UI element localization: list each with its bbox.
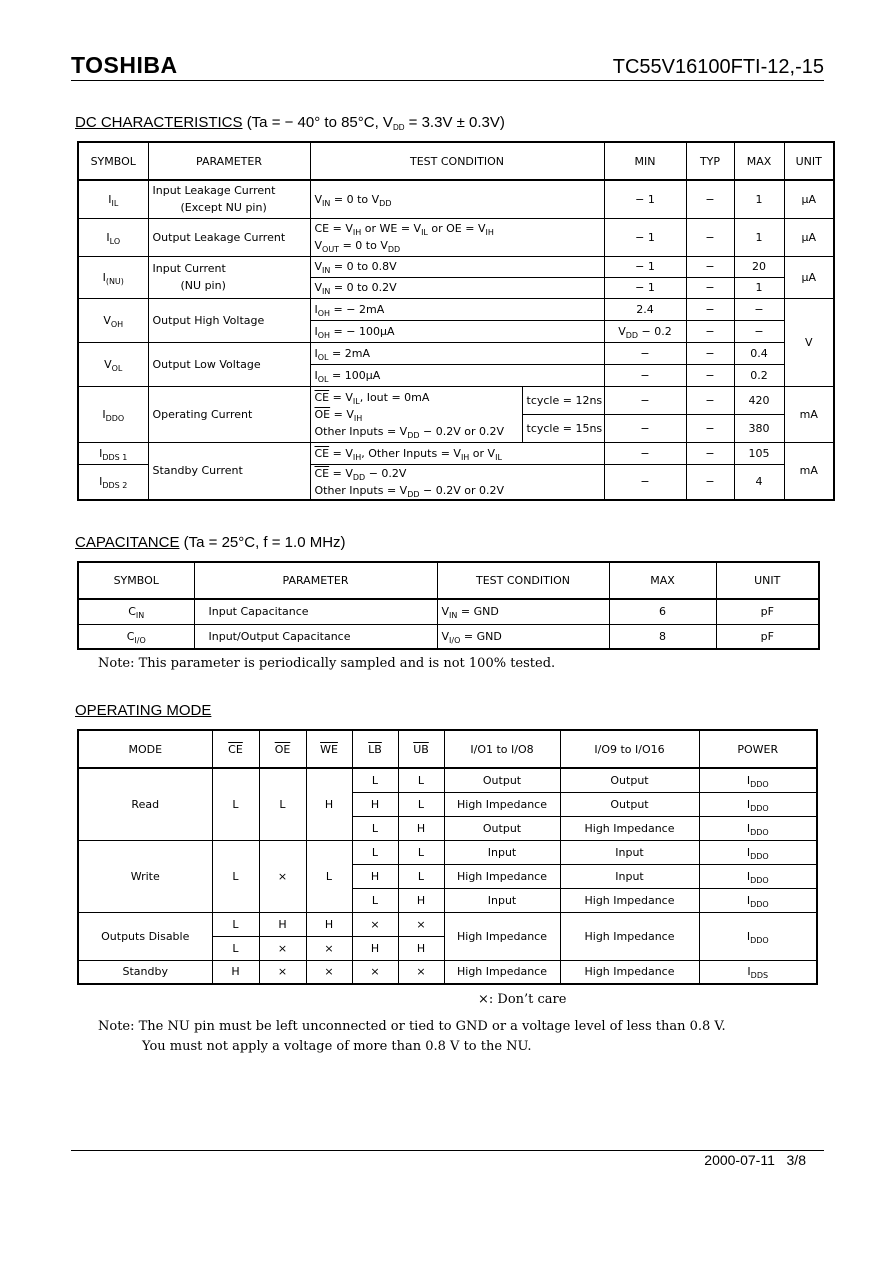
power-cell: $I_{DDO}$ [699, 864, 817, 888]
io1-cell: High Impedance [444, 864, 560, 888]
dc-col-min: MIN [604, 142, 686, 180]
dc-col-test-condition: TEST CONDITION [310, 142, 604, 180]
typ-cell: − [686, 277, 734, 298]
lb-cell: L [352, 888, 398, 912]
power-cell: $I_{DDO}$ [699, 888, 817, 912]
max-cell: 105 [734, 442, 784, 464]
io1-cell: Output [444, 816, 560, 840]
io1-cell: High Impedance [444, 960, 560, 984]
condition-cell: $\overline{CE} = V_{IL}$, Iout = 0mA $\overline{OE} = V_{IH}$ Other Inputs = $V_{DD} - 0.2V$ or 0.2V [310, 386, 522, 442]
mode-cell: Outputs Disable [78, 912, 212, 960]
ub-cell: L [398, 840, 444, 864]
dc-row-idds1 [78, 442, 834, 464]
mode-col-we: $\overline{WE}$ [306, 730, 352, 768]
power-cell: $I_{DDO}$ [699, 840, 817, 864]
ub-cell: H [398, 936, 444, 960]
oe-cell: H [259, 912, 306, 936]
mode-cell: Write [78, 840, 212, 912]
symbol-cell: $C_{IN}$ [78, 599, 194, 624]
typ-cell: − [686, 442, 734, 464]
footer-rule [71, 1150, 824, 1151]
we-cell: H [306, 768, 352, 840]
parameter-cell: Operating Current [148, 386, 310, 442]
nu-note-line2: You must not apply a voltage of more than 0.8 V to the NU. [142, 1039, 532, 1054]
table-row [78, 840, 817, 864]
condition-cell: CE = $V_{IH}$ or WE = $V_{IL}$ or OE = $V_{IH}$ $V_{OUT} = 0$ to $V_{DD}$ [310, 218, 604, 256]
condition-cell: $I_{OL} = 2mA$ [310, 342, 604, 364]
unit-cell: mA [784, 386, 834, 442]
cap-title [75, 534, 346, 551]
typ-cell: − [686, 320, 734, 342]
condition-cell: $\overline{CE} = V_{IH}$, Other Inputs = $V_{IH}$ or $V_{IL}$ [310, 442, 604, 464]
max-cell: 4 [734, 464, 784, 500]
mode-cell: Read [78, 768, 212, 840]
dc-row-ilo [78, 218, 834, 256]
mode-col-mode: MODE [78, 730, 212, 768]
dc-title-cond-sub: DD [392, 123, 405, 132]
max-cell: 0.2 [734, 364, 784, 386]
max-cell: 6 [609, 599, 716, 624]
ce-cell: L [212, 840, 259, 912]
typ-cell: − [686, 464, 734, 500]
dc-col-unit: UNIT [784, 142, 834, 180]
typ-cell: − [686, 298, 734, 320]
parameter-cell: Output Low Voltage [148, 342, 310, 386]
unit-cell: μA [784, 218, 834, 256]
lb-cell: H [352, 864, 398, 888]
dc-title-cond-b: = 3.3V ± 0.3V) [404, 114, 505, 131]
oe-cell: L [259, 768, 306, 840]
io9-cell: Input [560, 864, 699, 888]
unit-cell: μA [784, 180, 834, 218]
min-cell: − 1 [604, 256, 686, 277]
ub-cell: × [398, 960, 444, 984]
mode-header-row [78, 730, 817, 768]
cap-col-unit: UNIT [716, 562, 819, 599]
condition-cell: $I_{OL} = 100\mu A$ [310, 364, 604, 386]
table-row [78, 768, 817, 792]
min-cell: − 1 [604, 277, 686, 298]
unit-cell: μA [784, 256, 834, 298]
power-cell: $I_{DDO}$ [699, 816, 817, 840]
min-cell: − [604, 364, 686, 386]
max-cell: − [734, 320, 784, 342]
parameter-cell: Input Current (NU pin) [148, 256, 310, 298]
table-row [78, 912, 817, 936]
dc-row-inu-a [78, 256, 834, 277]
dc-col-symbol: SYMBOL [78, 142, 148, 180]
ub-cell: L [398, 792, 444, 816]
power-cell: $I_{DDO}$ [699, 792, 817, 816]
typ-cell: − [686, 218, 734, 256]
io9-cell: High Impedance [560, 888, 699, 912]
lb-cell: × [352, 912, 398, 936]
dc-row-iddo-a [78, 386, 834, 414]
io9-cell: Input [560, 840, 699, 864]
power-cell: $I_{DDO}$ [699, 768, 817, 792]
symbol-cell: $I_{IL}$ [78, 180, 148, 218]
max-cell: − [734, 298, 784, 320]
min-cell: − [604, 414, 686, 442]
table-row [78, 960, 817, 984]
nu-note-line1: Note: The NU pin must be left unconnected or tied to GND or a voltage level of less than 0.8 V. [98, 1019, 726, 1034]
max-cell: 420 [734, 386, 784, 414]
dc-table [77, 141, 835, 501]
ce-cell: L [212, 936, 259, 960]
cap-header-row [78, 562, 819, 599]
ub-cell: L [398, 768, 444, 792]
min-cell: − 1 [604, 218, 686, 256]
condition-cell: $V_{IN}$ = GND [437, 599, 609, 624]
mode-title: OPERATING MODE [75, 702, 212, 719]
cap-table [77, 561, 820, 650]
symbol-cell: $I_{(NU)}$ [78, 256, 148, 298]
typ-cell: − [686, 342, 734, 364]
symbol-cell: $I_{DDS 2}$ [78, 464, 148, 500]
dc-header-row [78, 142, 834, 180]
symbol-cell: $I_{LO}$ [78, 218, 148, 256]
dc-col-max: MAX [734, 142, 784, 180]
max-cell: 20 [734, 256, 784, 277]
we-cell: L [306, 840, 352, 912]
io9-cell: Output [560, 768, 699, 792]
dc-row-iil [78, 180, 834, 218]
cap-note: Note: This parameter is periodically sampled and is not 100% tested. [98, 656, 556, 671]
ub-cell: × [398, 912, 444, 936]
we-cell: × [306, 936, 352, 960]
min-cell: − [604, 386, 686, 414]
unit-cell: V [784, 298, 834, 386]
dc-col-parameter: PARAMETER [148, 142, 310, 180]
company-logo: TOSHIBA [71, 52, 178, 78]
parameter-cell: Input Capacitance [194, 599, 437, 624]
io1-cell: High Impedance [444, 792, 560, 816]
ce-cell: L [212, 768, 259, 840]
tcycle-cell: tcycle = 12ns [522, 386, 604, 414]
symbol-cell: $C_{I/O}$ [78, 624, 194, 649]
typ-cell: − [686, 386, 734, 414]
mode-col-power: POWER [699, 730, 817, 768]
io9-cell: High Impedance [560, 912, 699, 960]
unit-cell: mA [784, 442, 834, 500]
unit-cell: pF [716, 624, 819, 649]
max-cell: 0.4 [734, 342, 784, 364]
condition-cell: $V_{IN} = 0$ to 0.8V [310, 256, 604, 277]
min-cell: − 1 [604, 180, 686, 218]
typ-cell: − [686, 364, 734, 386]
dont-care-legend: ×: Don’t care [478, 992, 567, 1007]
min-cell: − [604, 464, 686, 500]
cap-title-main: CAPACITANCE [75, 534, 180, 551]
mode-col-io9: I/O9 to I/O16 [560, 730, 699, 768]
io1-cell: Output [444, 768, 560, 792]
condition-cell: $\overline{CE} = V_{DD} - 0.2V$ Other Inputs = $V_{DD} - 0.2V$ or 0.2V [310, 464, 604, 500]
max-cell: 1 [734, 218, 784, 256]
io1-cell: Input [444, 888, 560, 912]
lb-cell: L [352, 840, 398, 864]
ce-cell: H [212, 960, 259, 984]
cap-col-parameter: PARAMETER [194, 562, 437, 599]
mode-col-ub: $\overline{UB}$ [398, 730, 444, 768]
condition-cell: $V_{IN} = 0$ to $V_{DD}$ [310, 180, 604, 218]
tcycle-cell: tcycle = 15ns [522, 414, 604, 442]
dc-title-main: DC CHARACTERISTICS [75, 114, 243, 131]
dc-row-voh-a [78, 298, 834, 320]
dc-title [75, 114, 505, 131]
io1-cell: Input [444, 840, 560, 864]
parameter-cell: Input Leakage Current (Except NU pin) [148, 180, 310, 218]
typ-cell: − [686, 256, 734, 277]
lb-cell: H [352, 936, 398, 960]
parameter-cell: Output High Voltage [148, 298, 310, 342]
symbol-cell: $I_{DDS 1}$ [78, 442, 148, 464]
mode-table [77, 729, 818, 985]
mode-col-oe: $\overline{OE}$ [259, 730, 306, 768]
io9-cell: High Impedance [560, 960, 699, 984]
condition-cell: $I_{OH}$ = − 100μA [310, 320, 604, 342]
oe-cell: × [259, 960, 306, 984]
parameter-cell: Input/Output Capacitance [194, 624, 437, 649]
ce-cell: L [212, 912, 259, 936]
dc-title-cond-a: (Ta = − 40° to 85°C, V [246, 114, 393, 131]
max-cell: 8 [609, 624, 716, 649]
io1-cell: High Impedance [444, 912, 560, 960]
ub-cell: H [398, 816, 444, 840]
oe-cell: × [259, 936, 306, 960]
parameter-cell: Output Leakage Current [148, 218, 310, 256]
cap-col-max: MAX [609, 562, 716, 599]
unit-cell: pF [716, 599, 819, 624]
symbol-cell: $V_{OH}$ [78, 298, 148, 342]
part-number: TC55V16100FTI-12,-15 [612, 56, 824, 78]
table-row [78, 624, 819, 649]
lb-cell: L [352, 768, 398, 792]
io9-cell: High Impedance [560, 816, 699, 840]
dc-col-typ: TYP [686, 142, 734, 180]
footer-date-page: 2000-07-11 3/8 [704, 1152, 806, 1168]
min-cell: − [604, 442, 686, 464]
typ-cell: − [686, 180, 734, 218]
power-cell: $I_{DDS}$ [699, 960, 817, 984]
lb-cell: × [352, 960, 398, 984]
ub-cell: L [398, 864, 444, 888]
condition-cell: $V_{IN} = 0$ to 0.2V [310, 277, 604, 298]
condition-cell: $I_{OH}$ = − 2mA [310, 298, 604, 320]
max-cell: 380 [734, 414, 784, 442]
parameter-cell: Standby Current [148, 442, 310, 500]
min-cell: 2.4 [604, 298, 686, 320]
condition-cell: $V_{I/O}$ = GND [437, 624, 609, 649]
table-row [78, 599, 819, 624]
symbol-cell: $V_{OL}$ [78, 342, 148, 386]
min-cell: $V_{DD} - 0.2$ [604, 320, 686, 342]
typ-cell: − [686, 414, 734, 442]
we-cell: H [306, 912, 352, 936]
cap-col-test-condition: TEST CONDITION [437, 562, 609, 599]
min-cell: − [604, 342, 686, 364]
cap-title-cond: (Ta = 25°C, f = 1.0 MHz) [183, 534, 346, 551]
oe-cell: × [259, 840, 306, 912]
cap-col-symbol: SYMBOL [78, 562, 194, 599]
dc-row-vol-a [78, 342, 834, 364]
lb-cell: L [352, 816, 398, 840]
mode-cell: Standby [78, 960, 212, 984]
symbol-cell: $I_{DDO}$ [78, 386, 148, 442]
mode-col-lb: $\overline{LB}$ [352, 730, 398, 768]
mode-col-ce: $\overline{CE}$ [212, 730, 259, 768]
max-cell: 1 [734, 180, 784, 218]
ub-cell: H [398, 888, 444, 912]
power-cell: $I_{DDO}$ [699, 912, 817, 960]
lb-cell: H [352, 792, 398, 816]
mode-col-io1: I/O1 to I/O8 [444, 730, 560, 768]
max-cell: 1 [734, 277, 784, 298]
io9-cell: Output [560, 792, 699, 816]
we-cell: × [306, 960, 352, 984]
header-rule [71, 80, 824, 81]
